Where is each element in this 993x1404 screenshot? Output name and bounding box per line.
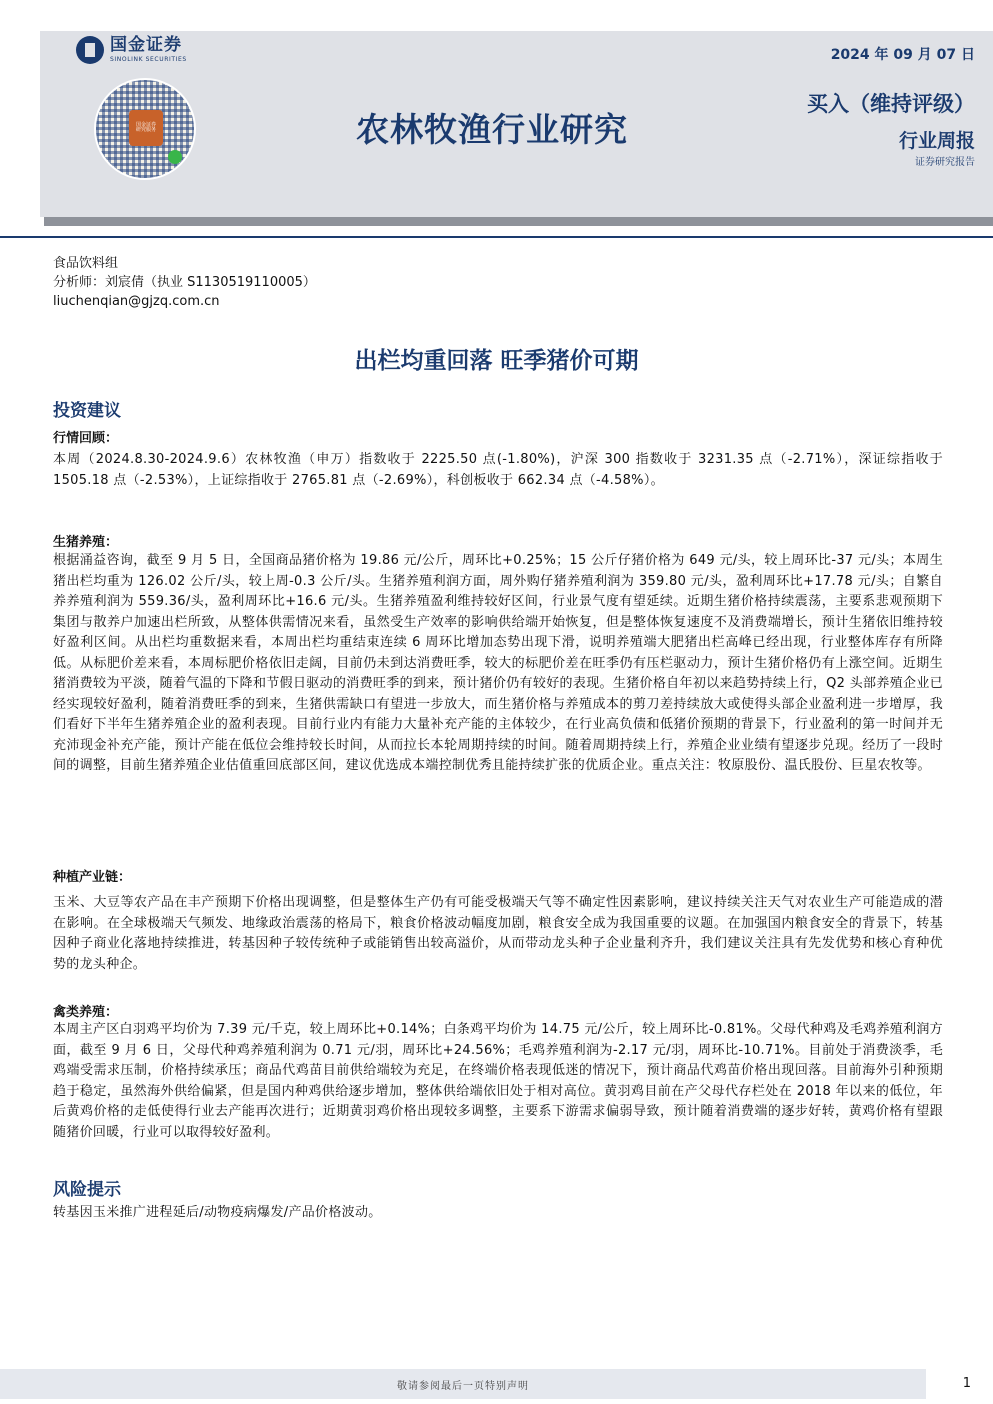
subheading-pig-farming: 生猪养殖：: [53, 535, 119, 550]
section-heading-risk: 风险提示: [53, 1180, 121, 1200]
industry-title: 农林牧渔行业研究: [356, 110, 628, 149]
page-number: 1: [962, 1376, 971, 1391]
company-logo: [76, 36, 187, 64]
paragraph-crop-chain: 玉米、大豆等农产品在丰产预期下价格出现调整，但是整体生产仍有可能受极端天气等不确定性因素影响，建议持续关注天气对农业生产可能造成的潜在影响。在全球极端天气频发、地缘政治震荡的格局下，粮食价格波动幅度加剧，粮食安全成为我国重要的议题。在加强国内粮食安全的背景下，转基因种子商业化落地持续推进，转基因种子较传统种子或能销售出较高溢价，从而带动龙头种子企业量利齐升，我们建议关注具有先发优势和核心育种优势的龙头种企。: [53, 895, 943, 972]
header-divider: [0, 236, 993, 238]
paragraph-market-review: 本周（2024.8.30-2024.9.6）农林牧渔（申万）指数收于 2225.50 点(-1.80%)，沪深 300 指数收于 3231.35 点（-2.71%），深证综指收于 1505.18 点（-2.53%），上证综指收于 2765.81 点（-2.69%），科创板收于 662.34 点（-4.58%）。: [53, 452, 943, 488]
footer-bar: [0, 1369, 926, 1399]
footer-disclaimer: 敬请参阅最后一页特别声明: [397, 1380, 529, 1392]
subheading-market-review: 行情回顾：: [53, 431, 119, 446]
rating-badge: 买入（维持评级）: [807, 92, 975, 116]
paragraph-pig-farming: 根据涌益咨询，截至 9 月 5 日，全国商品猪价格为 19.86 元/公斤，周环比+0.25%；15 公斤仔猪价格为 649 元/头，较上周环比-37 元/头；本周生猪出栏均重为 126.02 公斤/头，较上周-0.3 公斤/头。生猪养殖利润方面，周外购仔猪养殖利润为 359.80 元/头，盈利周环比+17.78 元/头；自繁自养养殖利润为 559.36/头，盈利周环比+16.6 元/头。生猪养殖盈利维持较好区间，行业景气度有望延续。近期生猪价格持续震荡，主要系悲观预期下集团与散养户加速出栏所致，从整体供需情况来看，虽然受生产效率的影响供给端开始恢复，但是整体恢复速度不及消费端增长，预计生猪依旧维持较好盈利区间。从出栏均重数据来看，本周出栏均重结束连续 6 周环比增加态势出现下滑，说明养殖端大肥猪出栏高峰已经出现，行业整体库存有所降低。从标肥价差来看，本周标肥价格依旧走阔，目前仍未到达消费旺季，较大的标肥价差在旺季仍有压栏驱动力，预计生猪价格仍有上涨空间。近期生猪消费较为平淡，随着气温的下降和节假日驱动的消费旺季的到来，预计猪价仍有较好的表现。生猪价格自年初以来趋势持续上行，Q2 头部养殖企业已经实现较好盈利，随着消费旺季的到来，生猪供需缺口有望进一步放大，而生猪价格与养殖成本的剪刀差持续放大或使得头部企业盈利进一步增厚，我们看好下半年生猪养殖企业的盈利表现。目前行业内有能力大量补充产能的主体较少，在行业高负债和低猪价预期的背景下，行业盈利的第一时间并无充沛现金补充产能，预计产能在低位会维持较长时间，从而拉长本轮周期持续的时间。随着周期持续上行，养殖企业业绩有望逐步兑现。经历了一段时间的调整，目前生猪养殖企业估值重回底部区间，建议优选成本端控制优秀且能持续扩张的优质企业。重点关注：牧原股份、温氏股份、巨星农牧等。: [53, 553, 943, 773]
analyst-email[interactable]: liuchenqian@gjzq.com.cn: [53, 294, 220, 309]
paragraph-risk: 转基因玉米推广进程延后/动物疫病爆发/产品价格波动。: [53, 1205, 382, 1220]
logo-mark-icon: [76, 36, 104, 64]
subheading-poultry: 禽类养殖：: [53, 1005, 119, 1020]
report-category: 证券研究报告: [915, 157, 975, 168]
analyst-name: 分析师：刘宸倩（执业 S1130519110005）: [53, 275, 316, 290]
logo-name-en: SINOLINK SECURITIES: [110, 56, 187, 63]
paragraph-poultry: 本周主产区白羽鸡平均价为 7.39 元/千克，较上周环比+0.14%；白条鸡平均价为 14.75 元/公斤，较上周环比-0.81%。父母代种鸡及毛鸡养殖利润方面，截至 9 月 6 日，父母代种鸡养殖利润为 0.71 元/羽，周环比+24.56%；毛鸡养殖利润为-2.17 元/羽，周环比-10.71%。目前处于消费淡季，毛鸡端受需求压制，价格持续承压；商品代鸡苗目前供给端较为充足，在终端价格表现低迷的情况下，预计商品代鸡苗价格出现回落。目前海外引种预期趋于稳定，虽然海外供给偏紧，但是国内种鸡供给逐步增加，整体供给端依旧处于相对高位。黄羽鸡目前在产父母代存栏处在 2018 年以来的低位，年后黄鸡价格的走低使得行业去产能再次进行；近期黄羽鸡价格出现较多调整，主要系下游需求偏弱导致，预计随着消费端的逐步好转，黄鸡价格有望跟随猪价回暖，行业可以取得较好盈利。: [53, 1022, 943, 1140]
section-heading-investment: 投资建议: [53, 401, 121, 421]
logo-name-cn: 国金证券: [110, 35, 182, 55]
report-headline: 出栏均重回落 旺季猪价可期: [354, 348, 639, 374]
wechat-icon: [168, 150, 182, 164]
subheading-crop-chain: 种植产业链：: [53, 870, 132, 885]
qr-label: 研究服务: [135, 127, 156, 133]
qr-label: 国金证券: [135, 121, 156, 128]
report-date: 2024 年 09 月 07 日: [830, 47, 975, 63]
qr-code: [94, 78, 196, 180]
analyst-group: 食品饮料组: [53, 256, 119, 271]
report-type: 行业周报: [898, 130, 975, 152]
qr-center-badge: [129, 110, 163, 146]
analyst-block: [53, 254, 316, 311]
